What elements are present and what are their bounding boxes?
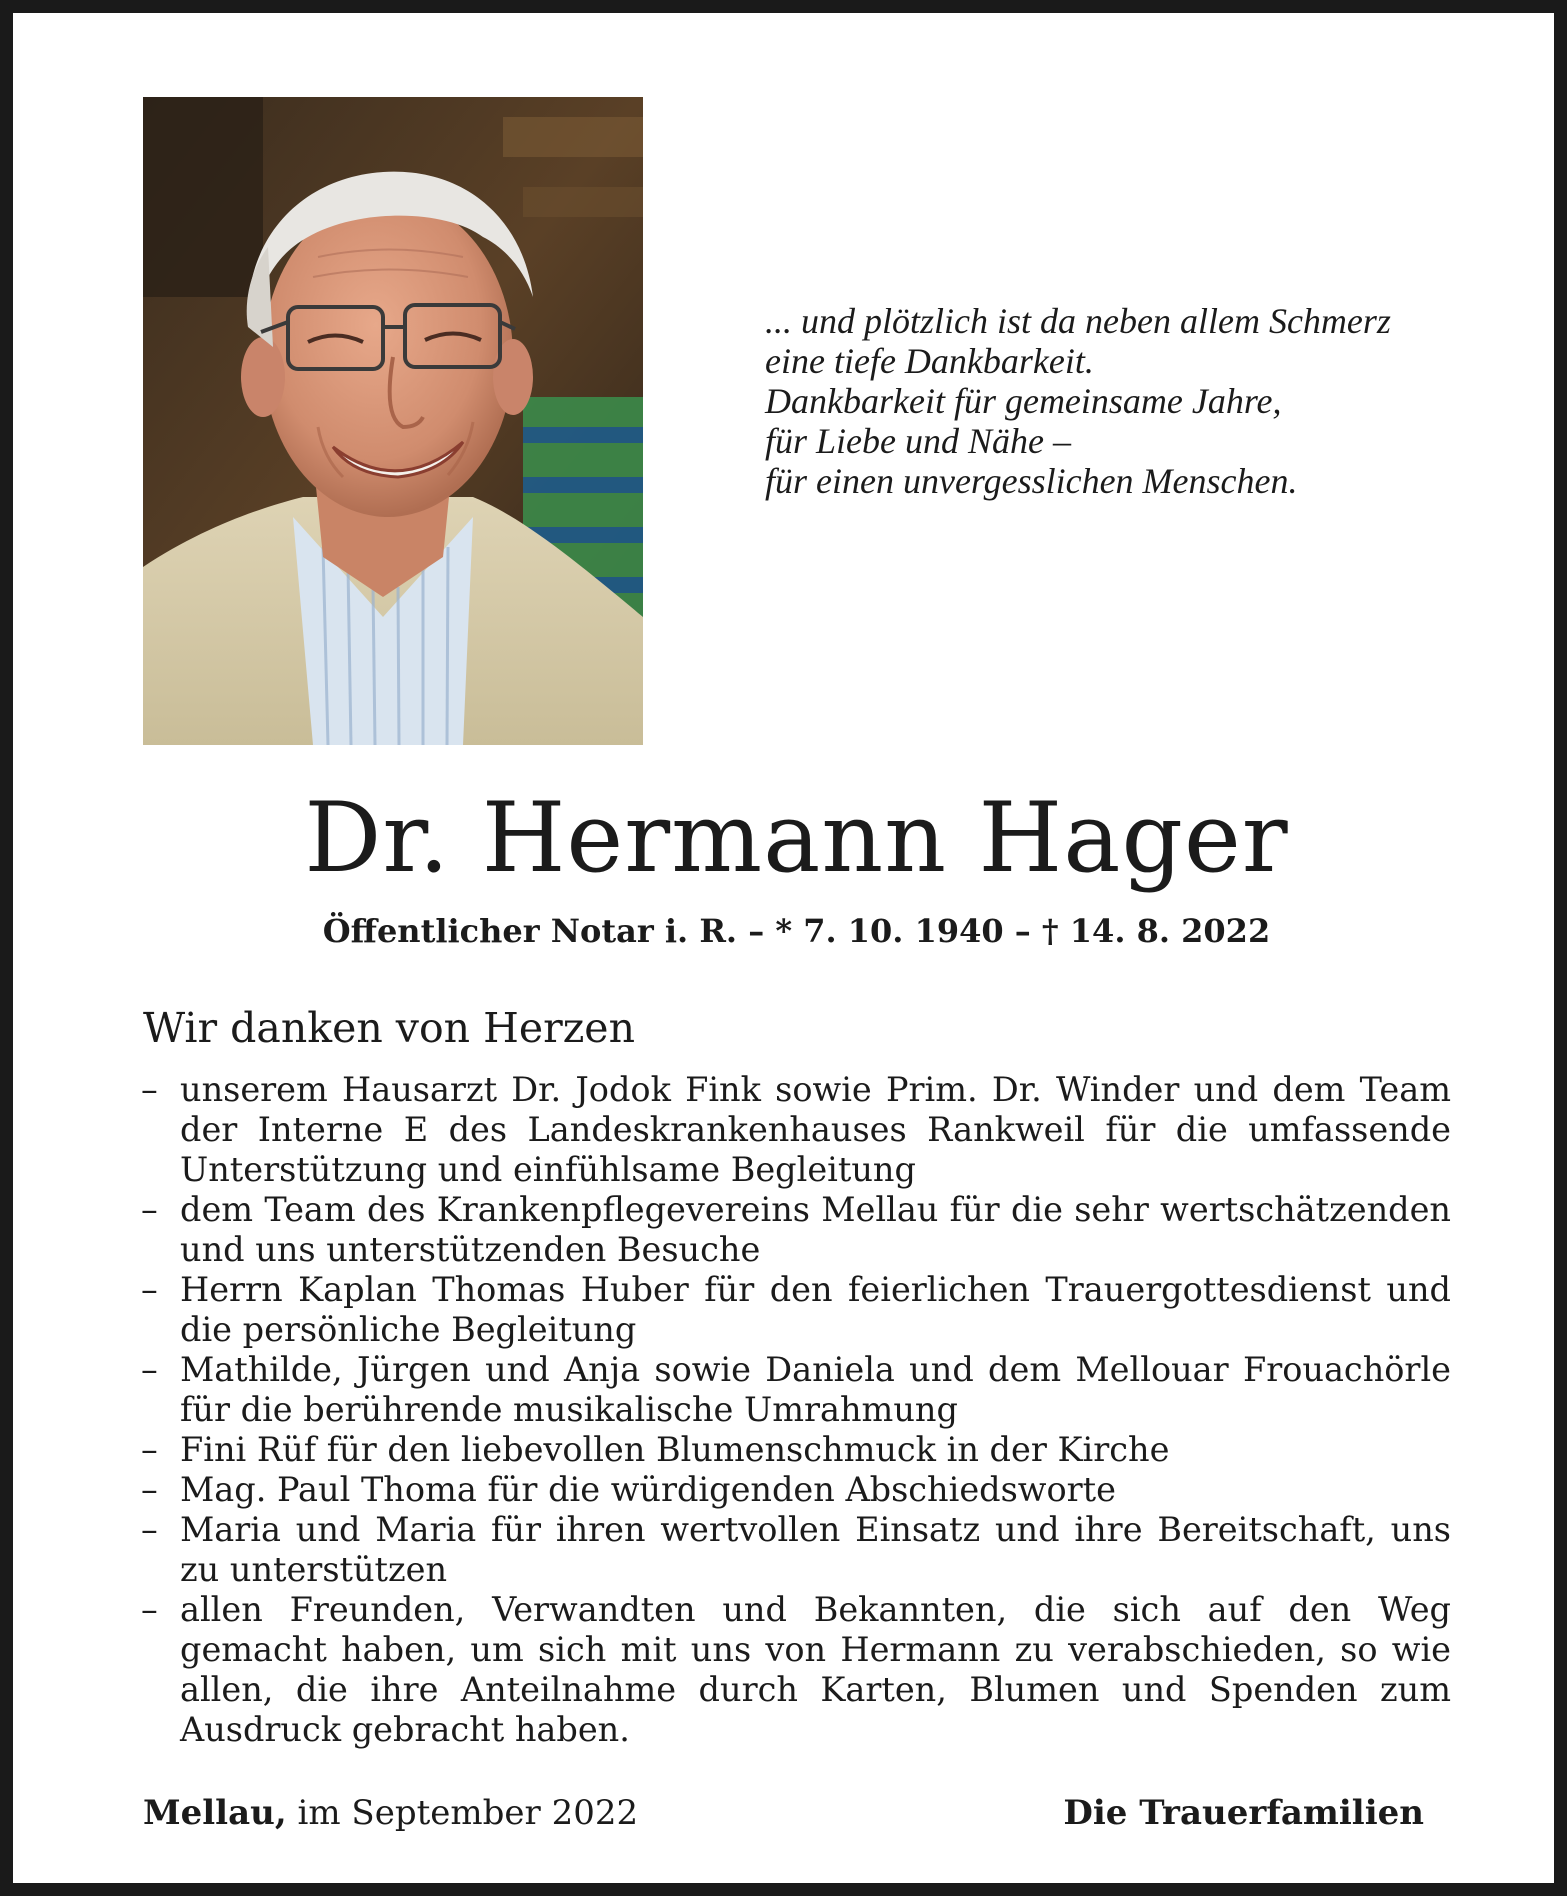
list-item-text: allen Freunden, Verwandten und Bekannten, die sich auf den Weg gemacht haben, um sich mit uns von Hermann zu verabschieden, so wie allen, die ihre Anteilnahme durch Karten, Blumen und Spenden zum Ausdruck gebracht haben. [180, 1590, 1451, 1749]
quote-line: für Liebe und Nähe – [765, 421, 1071, 461]
list-dash: – [141, 1070, 158, 1109]
place-name: Mellau, [143, 1793, 287, 1833]
list-dash: – [141, 1350, 158, 1389]
deceased-name: Dr. Hermann Hager [304, 782, 1289, 894]
list-item [141, 1350, 1451, 1430]
quote-line: eine tiefe Dankbarkeit. [765, 341, 1094, 381]
list-item-text: Fini Rüf für den liebevollen Blumenschmuck in der Kirche [180, 1430, 1170, 1469]
list-item-text: Mathilde, Jürgen und Anja sowie Daniela und dem Mellouar Frouachörle für die berührende musikalische Umrahmung [180, 1350, 1451, 1429]
list-dash: – [141, 1470, 158, 1509]
place-date [143, 1791, 638, 1835]
list-dash: – [141, 1190, 158, 1229]
list-item-text: Herrn Kaplan Thomas Huber für den feierlichen Trauergottesdienst und die persönliche Begleitung [180, 1270, 1451, 1349]
quote-line: Dankbarkeit für gemeinsame Jahre, [765, 381, 1282, 421]
list-item [141, 1430, 1451, 1470]
list-item [141, 1590, 1451, 1750]
list-item-text: Mag. Paul Thoma für die würdigenden Abschiedsworte [180, 1470, 1116, 1509]
list-item [141, 1070, 1451, 1190]
list-item-text: dem Team des Krankenpflegevereins Mellau für die sehr wertschätzenden und uns unterstützenden Besuche [180, 1190, 1451, 1269]
list-item-text: Maria und Maria für ihren wertvollen Einsatz und ihre Bereitschaft, uns zu unterstützen [180, 1510, 1451, 1589]
quote-line: für einen unvergesslichen Menschen. [765, 461, 1298, 501]
date-text: im September 2022 [297, 1793, 639, 1833]
list-dash: – [141, 1270, 158, 1309]
list-item-text: unserem Hausarzt Dr. Jodok Fink sowie Prim. Dr. Winder und dem Team der Interne E des Landeskrankenhauses Rankweil für die umfassende Unterstützung und einfühlsame Begleitung [180, 1070, 1451, 1189]
list-dash: – [141, 1590, 158, 1629]
portrait-photo [143, 97, 643, 745]
memorial-quote [765, 301, 1505, 501]
list-item [141, 1510, 1451, 1590]
list-item [141, 1470, 1451, 1510]
signoff: Die Trauerfamilien [1063, 1793, 1424, 1833]
list-item [141, 1270, 1451, 1350]
list-dash: – [141, 1430, 158, 1469]
quote-line: ... und plötzlich ist da neben allem Schmerz [765, 301, 1391, 341]
list-dash: – [141, 1510, 158, 1549]
thanks-heading: Wir danken von Herzen [143, 1004, 635, 1052]
list-item [141, 1190, 1451, 1270]
thanks-list [141, 1070, 1451, 1750]
deceased-title-dates: Öffentlicher Notar i. R. – * 7. 10. 1940 – † 14. 8. 2022 [322, 912, 1271, 950]
